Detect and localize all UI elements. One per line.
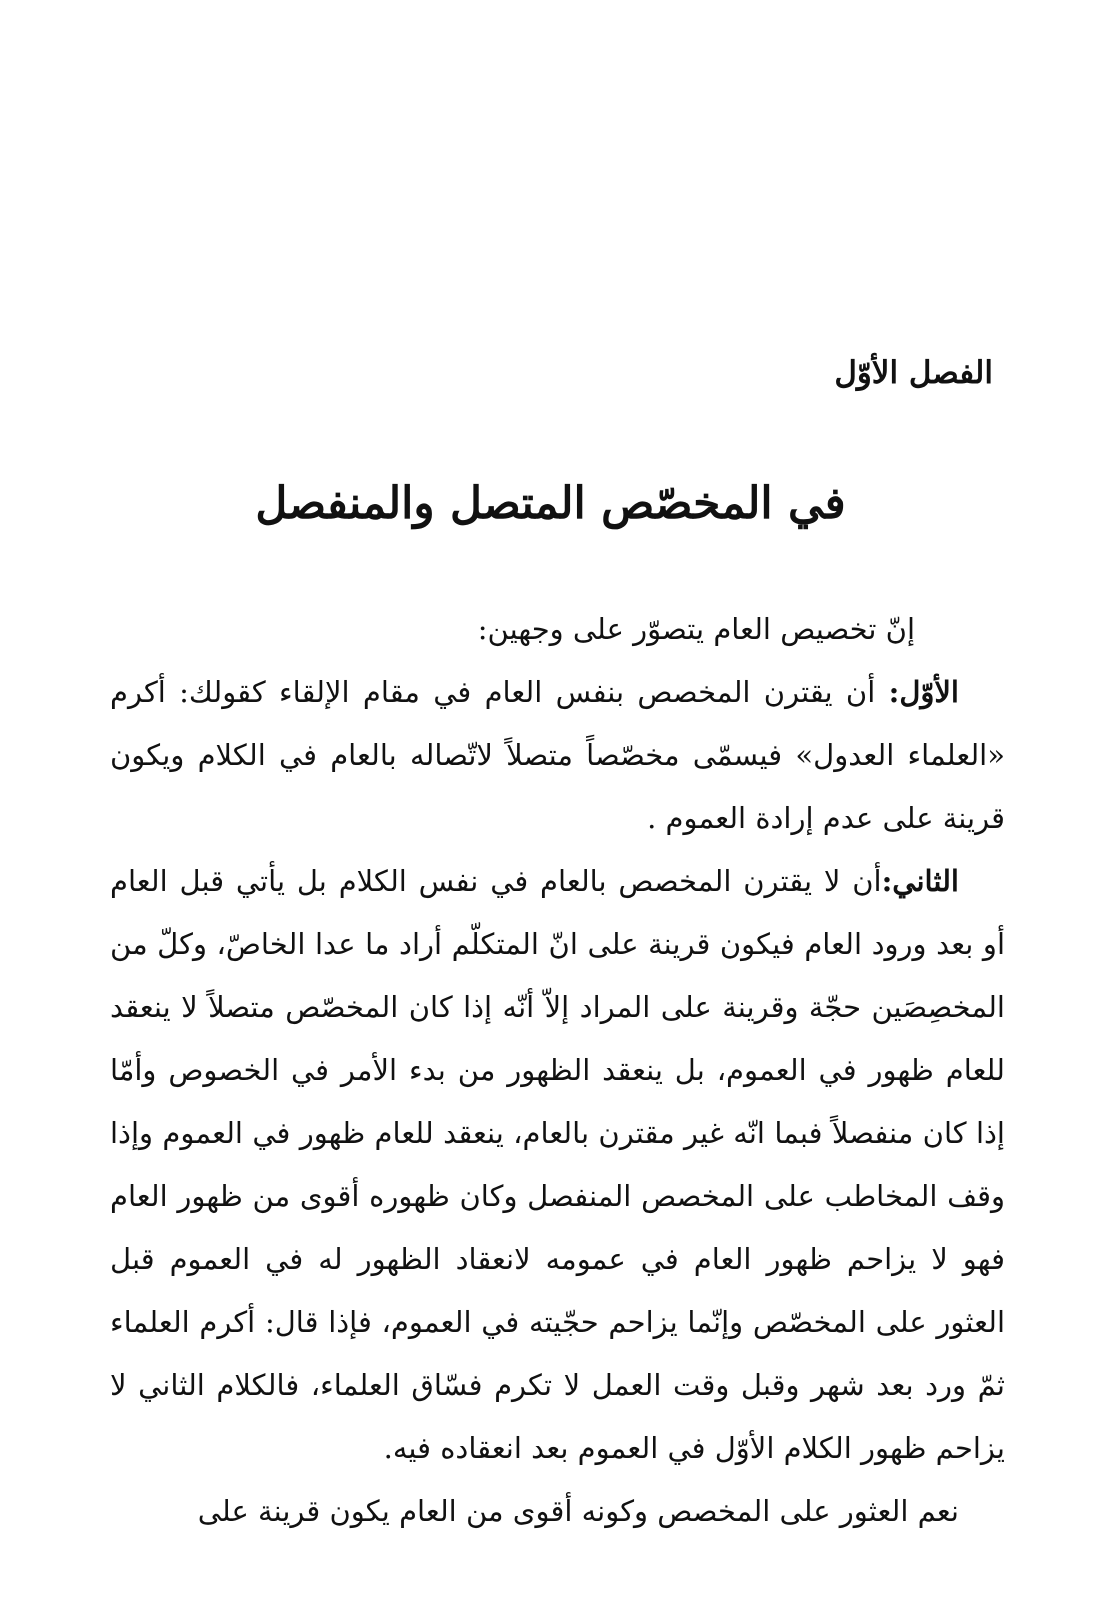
chapter-label: الفصل الأوّل bbox=[834, 355, 993, 391]
chapter-title: في المخصّص المتصل والمنفصل bbox=[255, 478, 846, 529]
paragraph-text: أن لا يقترن المخصص بالعام في نفس الكلام بل يأتي قبل العام أو بعد ورود العام فيكون قرينة على انّ المتكلّم أراد ما عدا الخاصّ، وكلّ من المخصِصَين حجّة وقرينة على المراد إلاّ أنّه إذا كان المخصّص متصلاً لا ينعقد للعام ظهور في العموم، بل ينعقد الظهور من بدء الأمر في الخصوص وأمّا إذا كان منفصلاً فبما انّه غير مقترن بالعام، ينعقد للعام ظهور في العموم وإذا وقف المخاطب على المخصص المنفصل وكان ظهوره أقوى من ظهور العام فهو لا يزاحم ظهور العام في عمومه لانعقاد الظهور له في العموم قبل العثور على المخصّص وإنّما يزاحم حجّيته في العموم، فإذا قال: أكرم العلماء ثمّ ورد بعد شهر وقبل وقت العمل لا تكرم فسّاق العلماء، فالكلام الثاني لا يزاحم ظهور الكلام الأوّل في العموم بعد انعقاده فيه. bbox=[110, 864, 1005, 1465]
paragraph-text: نعم العثور على المخصص وكونه أقوى من العام يكون قرينة على bbox=[197, 1494, 959, 1528]
paragraph-first-case bbox=[110, 661, 1005, 850]
paragraph-lead: الثاني: bbox=[881, 864, 959, 898]
paragraph-continuation bbox=[110, 1480, 1005, 1543]
paragraph-intro bbox=[110, 598, 1005, 661]
paragraph-lead: الأوّل: bbox=[888, 675, 959, 709]
paragraph-text: أن يقترن المخصص بنفس العام في مقام الإلقاء كقولك: أكرم «العلماء العدول» فيسمّى مخصّصاً متصلاً لاتّصاله بالعام في الكلام ويكون قرينة على عدم إرادة العموم . bbox=[110, 675, 1005, 835]
body-text bbox=[110, 598, 1005, 1543]
paragraph-second-case bbox=[110, 850, 1005, 1480]
paragraph-text: إنّ تخصيص العام يتصوّر على وجهين: bbox=[477, 612, 915, 646]
